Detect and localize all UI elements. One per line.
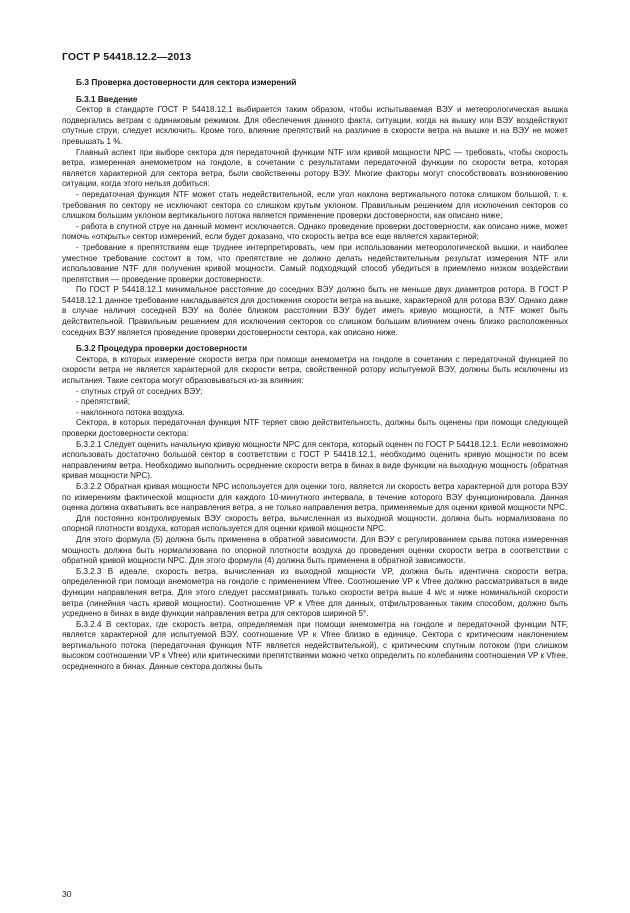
paragraph: Для постоянно контролируемых ВЭУ скорость ветра, вычисленная из выходной мощности, должна быть нормализована по опорной плотности воздуха, которая используется для оценки кривой мощности NPC. xyxy=(62,513,568,534)
paragraph: Б.3.2.2 Обратная кривая мощности NPC используется для оценки того, является ли скорость ветра характерной для ротора ВЭУ по измерениям фактической мощности для каждого 10-минутного интервала, в течение которого ВЭУ функционировала. Данная оценка должна охватывать все направления ветра, а не только направления ветра, применяемые для оценки кривой мощности NPC. xyxy=(62,481,568,513)
paragraph: Б.3.2.3 В идеале, скорость ветра, вычисленная из выходной мощности VP, должна быть идентична скорости ветра, определенной при помощи анемометра на гондоле с применением Vfree. Соотношение VP к Vfree должно рассматриваться в виде функции направления ветра. Для этого следует рассматривать только скорости ветра выше 4 м/с и ниже номинальной скорости ветра (линейная часть кривой мощности). Соотношение VP к Vfree для данных, отфильтрованных таким способом, должно быть усреднено в бинах в виде функции направления ветра для секторов шириной 5°. xyxy=(62,566,568,619)
page-content xyxy=(62,77,568,673)
document-header: ГОСТ Р 54418.12.2—2013 xyxy=(62,51,192,63)
paragraph: Б.3.2.1 Следует оценить начальную кривую мощности NPC для сектора, который оценен по ГОСТ Р 54418.12.1. Если невозможно использовать достаточно большой сектор в соответствии с ГОСТ Р 54418.12.1, необходимо оценить кривую мощности по всем направлениям ветра. Необходимо выполнить осреднение скорости ветра в бинах в виде функции на выходную мощность (обратная кривая мощности NPC). xyxy=(62,439,568,481)
paragraph: Сектора, в которых передаточная функция NTF теряет свою действительность, должны быть оценены при помощи следующей проверки достоверности сектора: xyxy=(62,418,568,438)
paragraph: Сектор в стандарте ГОСТ Р 54418.12.1 выбирается таким образом, чтобы испытываемая ВЭУ и метеорологическая вышка подвергались ветрам с одинаковым режимом. Для обеспечения данного факта, ситуации, когда на вышку или ВЭУ воздействуют спутные струи, следует исключить. Кроме того, влияние препятствий на различие в скорости ветра на вышке и на ВЭУ не может превышать 1 %. xyxy=(62,105,568,146)
paragraph: По ГОСТ Р 54418.12.1 минимальное расстояние до соседних ВЭУ должно быть не меньше двух диаметров ротора. В ГОСТ Р 54418.12.1 данное требование накладывается для достижения скорости ветра на вышке, характерной для ротора ВЭУ. Однако даже в случае наличия соседней ВЭУ на более близком расстоянии ВЭУ будет иметь кривую мощности, а NTF может быть действительной. Правильным решением для исключения секторов со слишком большим влиянием очень близко расположенных соседних ВЭУ является проведение проверки достоверности сектора, как описано ниже. xyxy=(62,285,568,337)
list-item: - наклонного потока воздуха. xyxy=(76,407,185,417)
list-item: - спутных струй от соседних ВЭУ; xyxy=(76,386,203,396)
list-paragraph: - передаточная функция NTF может стать недействительной, если угол наклона вертикального потока слишком большой, т. к. требования по сектору не исключают сектора со слишком крутым уклоном. Правильным решением для исключения секторов со слишком большим уклоном вертикального потока является применение проверки достоверности, как описано ниже; xyxy=(62,189,568,221)
list-paragraph: - работа в спутной струе на данный момент исключается. Однако проведение проверки достоверности, как описано ниже, может помочь «открыть» сектор измерений, если будет доказано, что скорость ветра все еще является характерной; xyxy=(62,221,568,242)
paragraph: Главный аспект при выборе сектора для передаточной функции NTF или кривой мощности NPC — требовать, чтобы скорость ветра, измеренная анемометром на гондоле, в сочетании с результатами передаточной функции по скорости ветра, которая является характерной для сектора ветра, были свойственны ротору ВЭУ. Многие факторы могут способствовать возникновению ситуации, когда этого нельзя добиться: xyxy=(62,147,568,189)
list-paragraph: - требование к препятствиям еще труднее интерпретировать, чем при использовании метеорологической вышки, и наиболее уместное требование состоит в том, что препятствие не должно делать недействительным результат измерения NTF или использование NTF для получения кривой мощности. Самый подходящий способ убедиться в приемлемо низком воздействии препятствия — проведение проверки достоверности. xyxy=(62,242,568,284)
paragraph: Б.3.2.4 В секторах, где скорость ветра, определяемая при помощи анемометра на гондоле и передаточной функции NTF, является характерной для испытуемой ВЭУ, соотношение VP к Vfree близко в единице. Сектора с критическим наклонением вертикального потока (передаточная функция NTF является недействительной), с критическим спутным потоком (при слишком высоком соотношении VP к Vfree) или критическими препятствиями можно четко определить по колебаниям соотношения VP к Vfree, осредненного в бинах. Данные сектора должны быть xyxy=(62,619,568,672)
paragraph: Для этого формула (5) должна быть применена в обратной зависимости. Для ВЭУ с регулированием срыва потока измеренная мощность должна быть нормализована по опорной плотности воздуха до проведения оценки скорости ветра в соответствии с обратной кривой мощности NPC. Для этого формула (4) должна быть применена в обратной зависимости. xyxy=(62,534,568,566)
subsection-title-procedure: Б.3.2 Процедура проверки достоверности xyxy=(76,344,248,354)
section-title: Б.3 Проверка достоверности для сектора измерений xyxy=(76,77,297,87)
subsection-title-intro: Б.3.1 Введение xyxy=(76,94,138,104)
list-item: - препятствий; xyxy=(76,397,131,407)
page-number: 30 xyxy=(62,889,72,899)
paragraph: Сектора, в которых измерение скорости ветра при помощи анемометра на гондоле в сочетании с передаточной функцией по скорости ветра не является характерной для скорости ветра, свойственной ротору испытуемой ВЭУ, должны быть исключены из испытания. Такие сектора могут образовываться из-за влияния: xyxy=(62,354,568,386)
